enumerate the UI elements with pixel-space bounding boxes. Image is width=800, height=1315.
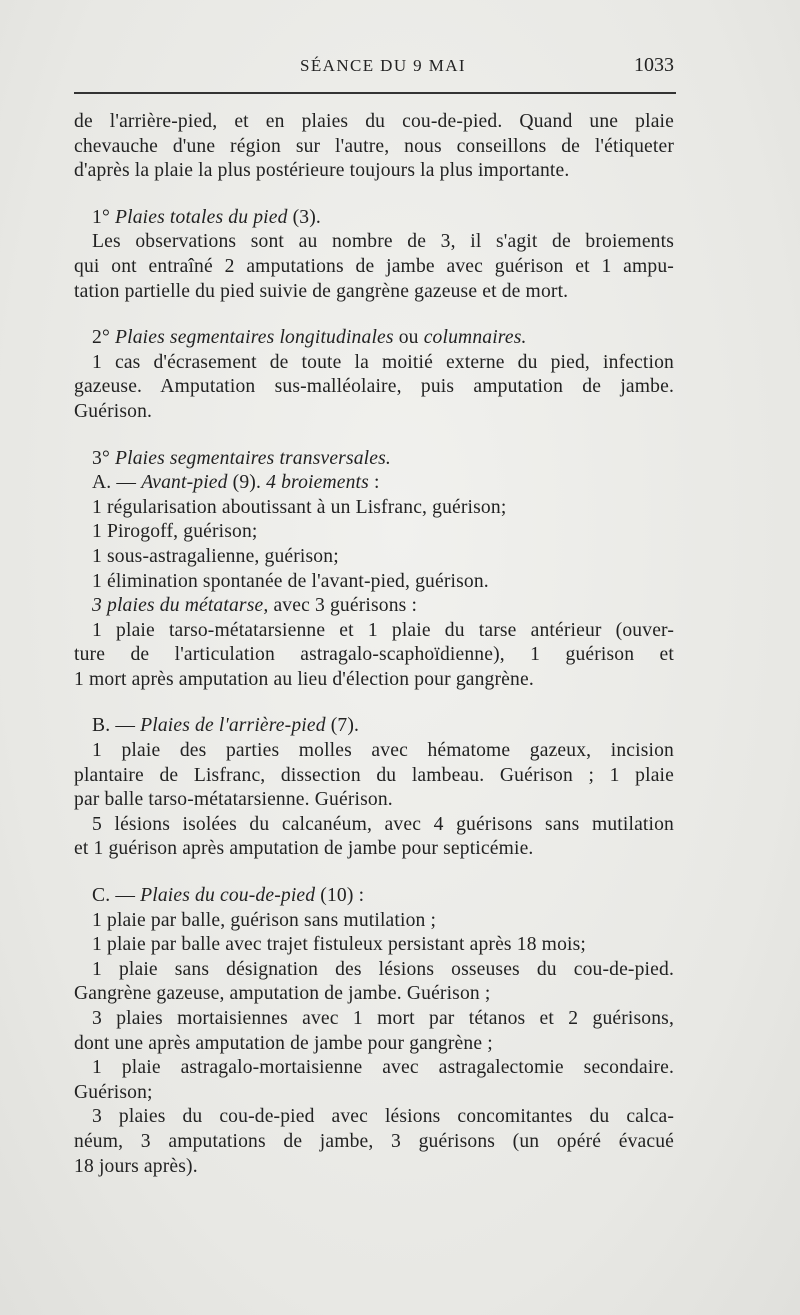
text-line: Guérison; <box>74 1081 153 1103</box>
section-2-ou: ou <box>398 327 419 349</box>
subsection-b-heading <box>74 714 674 739</box>
subsection-a-sub: 4 broiements <box>266 472 369 494</box>
text-line: 1 mort après amputation au lieu d'élection pour gangrène. <box>74 668 534 690</box>
subsection-a-heading <box>74 471 674 496</box>
section-2-heading <box>74 326 674 351</box>
subsection-a-title: Avant-pied <box>141 472 228 494</box>
text-line: néum, 3 amputations de jambe, 3 guérisons (un opéré évacué <box>74 1130 674 1152</box>
text-line: tation partielle du pied suivie de gangrène gazeuse et de mort. <box>74 280 569 302</box>
text-line: Gangrène gazeuse, amputation de jambe. Guérison ; <box>74 983 491 1005</box>
text-line: 1 cas d'écrasement de toute la moitié externe du pied, infection <box>92 351 674 373</box>
page-number: 1033 <box>634 54 674 76</box>
text-line: d'après la plaie la plus postérieure toujours la plus importante. <box>74 160 570 182</box>
text-line: ture de l'articulation astragalo-scaphoïdienne), 1 guérison et <box>74 644 674 666</box>
subsection-c-label: C. — <box>92 885 136 907</box>
section-2-paragraph <box>74 351 674 425</box>
list-item: 1 Pirogoff, guérison; <box>92 521 258 543</box>
subsection-c-heading <box>74 884 674 909</box>
text-line: chevauche d'une région sur l'autre, nous conseillons de l'étiqueter <box>74 135 674 157</box>
metatarse-heading <box>74 594 674 619</box>
subsection-a-list <box>74 496 674 594</box>
running-head <box>74 54 674 80</box>
text-line: 1 plaie astragalo-mortaisienne avec astragalectomie secondaire. <box>92 1057 674 1079</box>
subsection-c-paragraph <box>74 909 674 1180</box>
section-2-number: 2° <box>92 327 110 349</box>
section-1-count: (3). <box>292 206 321 228</box>
text-line: Guérison. <box>74 400 153 422</box>
text-line: 18 jours après). <box>74 1155 198 1177</box>
text-line: plantaire de Lisfranc, dissection du lambeau. Guérison ; 1 plaie <box>74 764 674 786</box>
section-1-number: 1° <box>92 206 110 228</box>
body-text <box>74 110 674 1179</box>
running-head-title: SÉANCE DU 9 MAI <box>300 56 466 75</box>
text-line: par balle tarso-métatarsienne. Guérison. <box>74 789 393 811</box>
text-line: gazeuse. Amputation sus-malléolaire, puis amputation de jambe. <box>74 376 674 398</box>
opening-paragraph <box>74 110 674 184</box>
text-line: Les observations sont au nombre de 3, il s'agit de broiements <box>92 231 674 253</box>
list-item: 1 sous-astragalienne, guérison; <box>92 545 339 567</box>
text-line: dont une après amputation de jambe pour gangrène ; <box>74 1032 493 1054</box>
text-line: de l'arrière-pied, et en plaies du cou-de-pied. Quand une plaie <box>74 111 674 132</box>
subsection-b-label: B. — <box>92 715 136 737</box>
header-rule <box>74 92 676 94</box>
list-item: 1 élimination spontanée de l'avant-pied, guérison. <box>92 570 489 592</box>
subsection-a-colon: : <box>373 472 380 494</box>
text-line: 1 plaie sans désignation des lésions osseuses du cou-de-pied. <box>92 958 674 980</box>
section-3-title: Plaies segmentaires transversales. <box>115 447 391 469</box>
subsection-b-title: Plaies de l'arrière-pied <box>140 715 326 737</box>
metatarse-title: 3 plaies du métatarse, <box>92 595 269 617</box>
text-line: 1 plaie par balle avec trajet fistuleux persistant après 18 mois; <box>92 934 586 956</box>
subsection-c-count: (10) : <box>320 885 365 907</box>
subsection-a-label: A. — <box>92 472 137 494</box>
text-line: 5 lésions isolées du calcanéum, avec 4 guérisons sans mutilation <box>92 813 674 835</box>
section-2-title: Plaies segmentaires longitudinales <box>115 327 394 349</box>
metatarse-rest: avec 3 guérisons : <box>273 595 418 617</box>
section-1-paragraph <box>74 230 674 304</box>
text-line: 1 plaie tarso-métatarsienne et 1 plaie du tarse antérieur (ouver- <box>92 619 674 641</box>
list-item: 1 régularisation aboutissant à un Lisfranc, guérison; <box>92 496 507 518</box>
subsection-c-title: Plaies du cou-de-pied <box>140 885 316 907</box>
section-2-title-2: columnaires. <box>423 327 527 349</box>
text-line: 1 plaie des parties molles avec hématome gazeux, incision <box>92 740 674 762</box>
section-3-heading <box>74 447 674 472</box>
metatarse-paragraph <box>74 619 674 693</box>
text-line: et 1 guérison après amputation de jambe pour septicémie. <box>74 838 534 860</box>
section-1-heading <box>74 206 674 231</box>
subsection-a-count: (9). <box>232 472 262 494</box>
text-line: 3 plaies du cou-de-pied avec lésions concomitantes du calca- <box>92 1106 674 1128</box>
subsection-b-paragraph <box>74 739 674 862</box>
text-line: 1 plaie par balle, guérison sans mutilation ; <box>92 909 437 931</box>
section-3-number: 3° <box>92 447 110 469</box>
section-1-title: Plaies totales du pied <box>115 206 288 228</box>
text-line: qui ont entraîné 2 amputations de jambe avec guérison et 1 ampu- <box>74 255 674 277</box>
text-line: 3 plaies mortaisiennes avec 1 mort par tétanos et 2 guérisons, <box>92 1008 674 1029</box>
subsection-b-count: (7). <box>330 715 360 737</box>
